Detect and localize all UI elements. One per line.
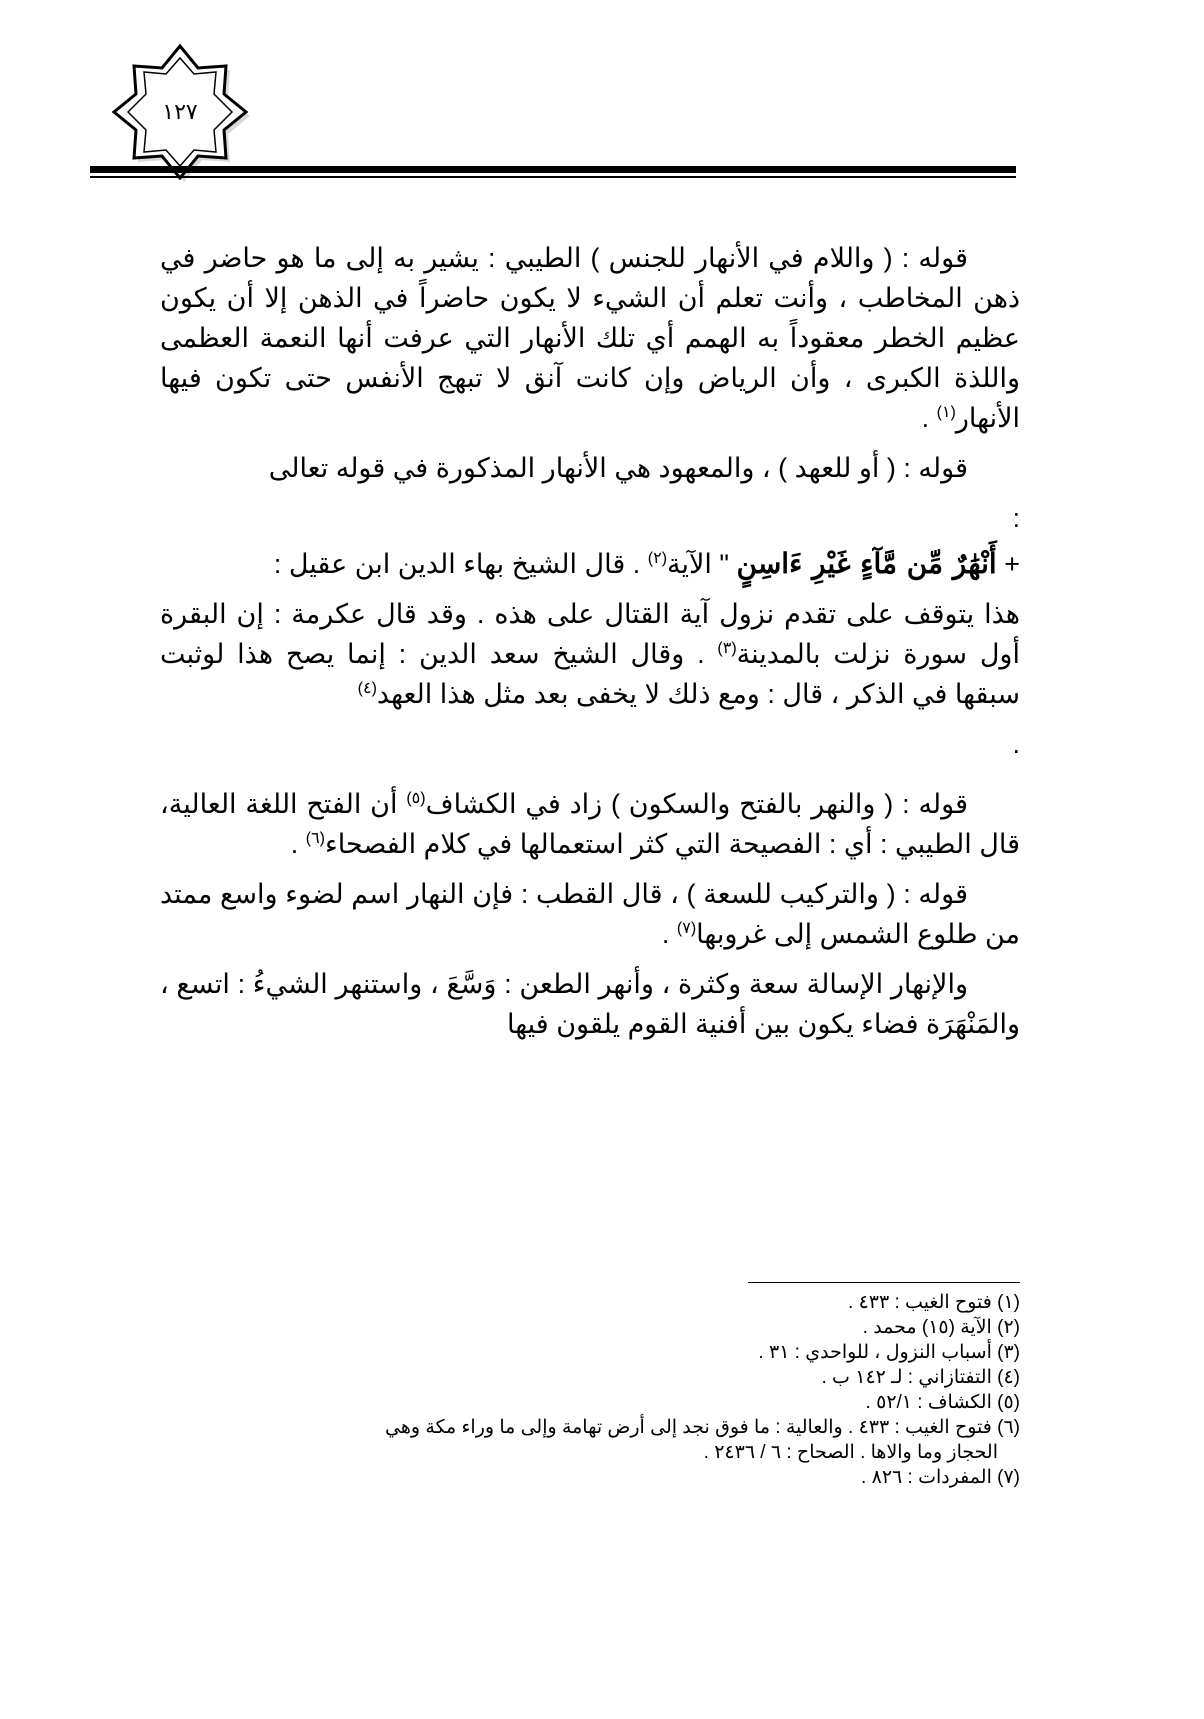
paragraph-5-text-a: قوله : ( والنهر بالفتح والسكون ) زاد في الكشاف — [425, 789, 968, 819]
header-rule-thin — [90, 176, 1016, 178]
footnote-1: (١) فتوح الغيب : ٤٣٣ . — [848, 1292, 1020, 1313]
paragraph-5-text-b: أن الفتح اللغة العالية، قال الطيبي : أي : الفصيحة التي كثر استعمالها في كلام الفصحاء — [160, 789, 1020, 859]
paragraph-1-text: قوله : ( واللام في الأنهار للجنس ) الطيبي : يشير به إلى ما هو حاضر في ذهن المخاطب ، وأنت تعلم أن الشيء لا يكون حاضراً في الذهن إلا أن يكون عظيم الخطر معقوداً به الهمم أي تلك الأنهار التي عرفت أنها النعمة العظمى واللذة الكبرى ، وأن الرياض وإن كانت آنق لا تبهج الأنفس حتى تكون فيها الأنهار — [160, 243, 1020, 433]
footnote-ref-3: (٣) — [717, 640, 737, 657]
quran-open-mark: + — [996, 549, 1020, 579]
header-rule-thick — [90, 166, 1016, 173]
paragraph-2-text: قوله : ( أو للعهد ) ، والمعهود هي الأنهار المذكورة في قوله تعالى — [268, 453, 968, 483]
paragraph-5-end: . — [290, 829, 306, 859]
footnote-ref-1: (١) — [936, 404, 956, 421]
paragraph-3-mid: " الآية — [667, 549, 737, 579]
footnote-7: (٧) المفردات : ٨٢٦ . — [861, 1467, 1020, 1488]
footnote-separator — [748, 1282, 1020, 1283]
page-number: ١٢٧ — [162, 99, 198, 125]
paragraph-6 — [160, 874, 1020, 954]
paragraph-4-text-b: . وقال الشيخ سعد الدين : إنما يصح هذا لوثبت سبقها في الذكر ، قال : ومع ذلك لا يخفى بعد مثل هذا العهد — [160, 639, 1020, 709]
footnote-ref-7: (٧) — [676, 920, 697, 937]
paragraph-6-text: قوله : ( والتركيب للسعة ) ، قال القطب : فإن النهار اسم لضوء واسع ممتد من طلوع الشمس إلى غروبها — [160, 879, 1020, 949]
paragraph-4-text-a: هذا يتوقف على تقدم نزول آية القتال على هذه . وقد قال عكرمة : إن البقرة أول سورة نزلت بالمدينة — [160, 599, 1020, 669]
quran-verse: أَنْهَٰرٌ مِّن مَّآءٍ غَيْرِ ءَاسِنٍ — [736, 547, 997, 580]
footnote-ref-2: (٢) — [647, 550, 668, 567]
footnote-ref-5: (٥) — [406, 790, 426, 807]
paragraph-1-end: . — [921, 403, 937, 433]
paragraph-2 — [160, 448, 1020, 488]
footnote-5: (٥) الكشاف : ٥٢/١ . — [865, 1392, 1020, 1413]
footnote-6: (٦) فتوح الغيب : ٤٣٣ . والعالية : ما فوق نجد إلى أرض تهامة وإلى ما وراء مكة وهي — [385, 1417, 1020, 1438]
paragraph-3 — [160, 544, 1020, 584]
footnote-ref-4: (٤) — [357, 680, 377, 697]
paragraph-2-colon: : — [1012, 503, 1020, 533]
paragraph-3-tail: . قال الشيخ بهاء الدين ابن عقيل : — [273, 549, 648, 579]
footnote-6-continued: الحجاز وما والاها . الصحاح : ٦ / ٢٤٣٦ . — [703, 1442, 998, 1463]
paragraph-5 — [160, 784, 1020, 864]
paragraph-7-text: والإنهار الإسالة سعة وكثرة ، وأنهر الطعن : وَسَّعَ ، واستنهر الشيءُ : اتسع ، والمَنْهَرَة فضاء يكون بين أفنية القوم يلقون فيها — [160, 969, 1020, 1039]
main-text — [160, 238, 1020, 1054]
paragraph-1 — [160, 238, 1020, 438]
footnote-2: (٢) الآية (١٥) محمد . — [862, 1317, 1020, 1338]
footnote-ref-6: (٦) — [305, 830, 325, 847]
footnote-4: (٤) التفتازاني : لـ ١٤٢ ب . — [821, 1367, 1020, 1388]
paragraph-6-end: . — [661, 919, 677, 949]
paragraph-4 — [160, 594, 1020, 714]
footnote-3: (٣) أسباب النزول ، للواحدي : ٣١ . — [758, 1342, 1020, 1363]
page-number-badge — [110, 42, 250, 182]
paragraph-4-dot: . — [1012, 729, 1020, 759]
paragraph-7 — [160, 964, 1020, 1044]
footnotes — [155, 1290, 1020, 1490]
